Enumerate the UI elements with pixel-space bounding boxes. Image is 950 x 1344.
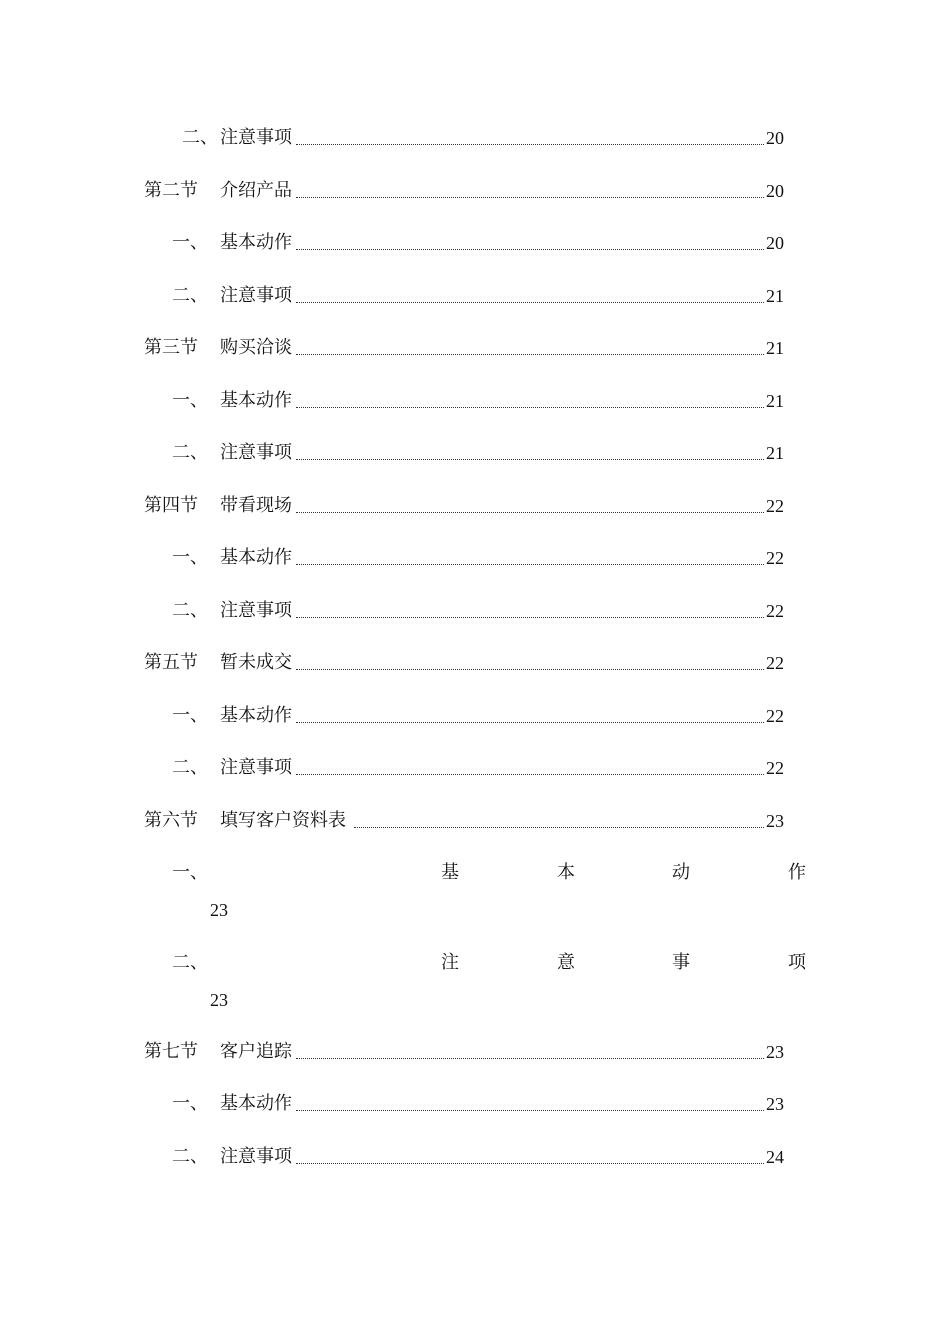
toc-leader-dots: [296, 722, 764, 723]
toc-leader-dots: [296, 197, 764, 198]
toc-entry-title: 带看现场: [220, 495, 292, 516]
toc-entry[interactable]: [0, 809, 950, 833]
toc-entry-page: 20: [766, 233, 784, 253]
toc-entry[interactable]: [0, 126, 950, 150]
toc-leader-dots: [354, 827, 764, 828]
toc-entry-title: 注意事项: [220, 285, 292, 306]
toc-leader-dots: [296, 564, 764, 565]
toc-entry[interactable]: [0, 284, 950, 308]
toc-entry-prefix: 第七节: [144, 1041, 198, 1062]
toc-entry-prefix: 一、: [172, 547, 208, 568]
toc-leader-dots: [296, 249, 764, 250]
toc-entry-title: 注意事项: [220, 757, 292, 778]
toc-leader-dots: [296, 354, 764, 355]
toc-leader-dots: [296, 512, 764, 513]
toc-leader-dots: [296, 302, 764, 303]
toc-entry-title: 暂未成交: [220, 652, 292, 673]
toc-entry[interactable]: [0, 704, 950, 728]
toc-entry[interactable]: [0, 231, 950, 255]
toc-entry-page: 23: [766, 1042, 784, 1062]
toc-entry-title-char: 注: [441, 952, 459, 973]
toc-entry-prefix: 一、: [172, 862, 208, 883]
toc-entry-prefix: 二、: [172, 952, 208, 973]
toc-entry-page: 23: [210, 990, 228, 1010]
toc-entry-prefix: 第五节: [144, 652, 198, 673]
toc-entry-prefix: 第四节: [144, 495, 198, 516]
toc-entry-title-char: 动: [672, 862, 690, 883]
toc-entry-prefix: 二、: [172, 285, 208, 306]
toc-leader-dots: [296, 774, 764, 775]
toc-entry-page: 22: [766, 758, 784, 778]
toc-entry-prefix: 一、: [172, 1093, 208, 1114]
toc-entry-title-char: 基: [441, 862, 459, 883]
toc-entry-title-char: 项: [788, 952, 806, 973]
toc-entry[interactable]: [0, 494, 950, 518]
toc-entry[interactable]: [0, 1145, 950, 1169]
toc-entry-page: 21: [766, 443, 784, 463]
toc-entry[interactable]: [0, 1092, 950, 1116]
toc-entry-page: 20: [766, 128, 784, 148]
toc-entry[interactable]: [0, 861, 950, 925]
toc-entry-page: 22: [766, 706, 784, 726]
toc-entry-title: 介绍产品: [220, 180, 292, 201]
toc-leader-dots: [296, 1058, 764, 1059]
toc-entry-title: 客户追踪: [220, 1041, 292, 1062]
toc-entry-prefix: 二、: [172, 1146, 208, 1167]
toc-entry-title-char: 事: [672, 952, 690, 973]
toc-leader-dots: [296, 1163, 764, 1164]
toc-entry-prefix: 第六节: [144, 810, 198, 831]
toc-entry[interactable]: [0, 546, 950, 570]
toc-entry-title: 注意事项: [220, 127, 292, 148]
toc-leader-dots: [296, 617, 764, 618]
toc-entry-title: 注意事项: [220, 1146, 292, 1167]
toc-entry-prefix: 一、: [172, 705, 208, 726]
toc-entry-prefix: 二、: [182, 127, 218, 148]
toc-entry-title: 注意事项: [220, 442, 292, 463]
toc-entry-page: 23: [210, 900, 228, 920]
toc-entry[interactable]: [0, 951, 950, 1015]
toc-entry[interactable]: [0, 389, 950, 413]
toc-entry[interactable]: [0, 441, 950, 465]
toc-entry[interactable]: [0, 179, 950, 203]
toc-entry[interactable]: [0, 651, 950, 675]
toc-entry-prefix: 一、: [172, 232, 208, 253]
toc-entry-title: 基本动作: [220, 705, 292, 726]
toc-entry-page: 23: [766, 811, 784, 831]
toc-entry-title: 基本动作: [220, 1093, 292, 1114]
toc-entry-title: 注意事项: [220, 600, 292, 621]
toc-leader-dots: [296, 459, 764, 460]
toc-entry[interactable]: [0, 756, 950, 780]
toc-entry-page: 22: [766, 496, 784, 516]
toc-leader-dots: [296, 144, 764, 145]
toc-entry-prefix: 二、: [172, 757, 208, 778]
toc-entry-page: 23: [766, 1094, 784, 1114]
toc-entry-page: 21: [766, 286, 784, 306]
toc-leader-dots: [296, 1110, 764, 1111]
toc-entry[interactable]: [0, 599, 950, 623]
toc-entry-title: 基本动作: [220, 390, 292, 411]
toc-entry-prefix: 第二节: [144, 180, 198, 201]
toc-entry-page: 22: [766, 601, 784, 621]
toc-entry-prefix: 二、: [172, 600, 208, 621]
toc-entry-prefix: 一、: [172, 390, 208, 411]
toc-entry-page: 20: [766, 181, 784, 201]
toc-entry-page: 21: [766, 338, 784, 358]
toc-entry-page: 21: [766, 391, 784, 411]
toc-entry-page: 24: [766, 1147, 784, 1167]
toc-entry-page: 22: [766, 548, 784, 568]
toc-entry-title: 基本动作: [220, 547, 292, 568]
toc-leader-dots: [296, 669, 764, 670]
toc-entry-prefix: 二、: [172, 442, 208, 463]
toc-entry-title: 购买洽谈: [220, 337, 292, 358]
toc-entry[interactable]: [0, 1040, 950, 1064]
toc-entry-title-char: 作: [788, 862, 806, 883]
toc-entry-title-char: 本: [557, 862, 575, 883]
toc-entry-title: 基本动作: [220, 232, 292, 253]
toc-entry-prefix: 第三节: [144, 337, 198, 358]
toc-entry-page: 22: [766, 653, 784, 673]
toc-entry-title-char: 意: [557, 952, 575, 973]
toc-entry[interactable]: [0, 336, 950, 360]
toc-entry-title: 填写客户资料表: [220, 810, 346, 831]
toc-leader-dots: [296, 407, 764, 408]
